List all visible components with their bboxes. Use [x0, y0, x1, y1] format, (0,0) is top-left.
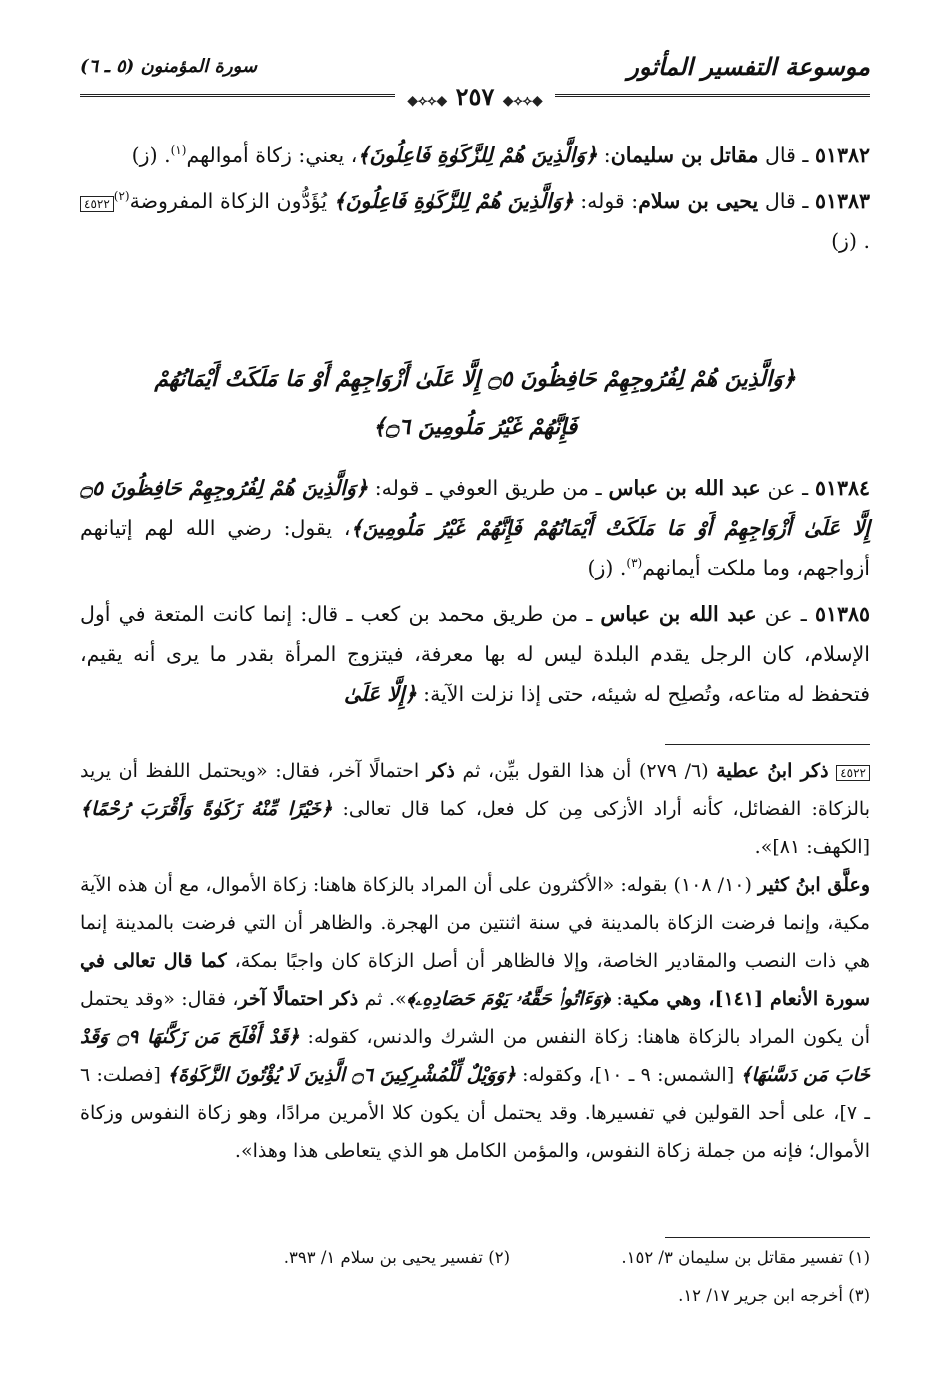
quran-quote: ﴿وَالَّذِينَ هُمْ لِفُرُوجِهِمْ حَافِظُونَ ۝٥ إِلَّا عَلَىٰ أَزْوَاجِهِمْ أَوْ مَا مَلَكَتْ أَيْمَانُهُمْ فَإِنَّهُمْ غَيْرُ مَلُومِينَ﴾ [80, 476, 870, 540]
footnotes-separator [665, 1237, 870, 1238]
verse-block [110, 355, 840, 451]
commentary-notes [80, 752, 870, 1170]
narrator-name: يحيى بن سلام [638, 189, 759, 213]
narration-51384: ٥١٣٨٤ ـ عن عبد الله بن عباس ـ من طريق العوفي ـ قوله: ﴿وَالَّذِينَ هُمْ لِفُرُوجِهِمْ حَافِظُونَ ۝٥ إِلَّا عَلَىٰ أَزْوَاجِهِمْ أَوْ مَا مَلَكَتْ أَيْمَانُهُمْ فَإِنَّهُمْ غَيْرُ مَلُومِينَ﴾، يقول: رضي الله لهم إتيانهم أزواجهم، وما ملكت أيمانهم$^{(٣)}$. (ز) [80, 476, 870, 580]
book-title: موسوعة التفسير المأثور [627, 52, 870, 81]
narrator-name: مقاتل بن سليمان [610, 143, 759, 167]
page-number-group [395, 82, 554, 111]
quran-quote: ﴿وَالَّذِينَ هُمْ لِلزَّكَوٰةِ فَاعِلُونَ﴾ [357, 143, 598, 167]
note-4522: ٤٥٢٢ ذكر ابنُ عطية (٦/ ٢٧٩) أن هذا القول بيِّن، ثم ذكر احتمالًا آخر، فقال: «ويحتمل اللفظ أن يريد بالزكاة: الفضائل، كأنه أراد الأزكى مِن كل فعل، كما قال تعالى: ﴿خَيْرًا مِّنْهُ زَكَوٰةً وَأَقْرَبَ رُحْمًا﴾ [الكهف: ٨١]». [80, 760, 871, 858]
narration-51383: ٥١٣٨٣ ـ قال يحيى بن سلام: قوله: ﴿وَالَّذِينَ هُمْ لِلزَّكَوٰةِ فَاعِلُونَ﴾ يُؤَدُّون الزكاة المفروضة$^{(٢)}$٤٥٢٢. (ز) [80, 181, 870, 261]
narrator-name: عبد الله بن عباس [600, 602, 757, 626]
narration-number: ٥١٣٨٤ [814, 476, 870, 500]
verse-line-2: فَإِنَّهُمْ غَيْرُ مَلُومِينَ ۝٦﴾ [372, 414, 578, 440]
quran-quote: ﴿خَيْرًا مِّنْهُ زَكَوٰةً وَأَقْرَبَ رُحْمًا﴾ [80, 798, 333, 820]
main-text-top [80, 135, 870, 267]
note-reference-box[interactable]: ٤٥٢٢ [80, 196, 114, 212]
quran-quote: ﴿وَءَاتُوا۟ حَقَّهُۥ يَوْمَ حَصَادِهِۦ﴾ [406, 988, 610, 1010]
note-author: ابنُ كثير [758, 874, 821, 896]
narration-number: ٥١٣٨٣ [814, 189, 870, 213]
footnote-1: (١) تفسير مقاتل بن سليمان ٣/ ١٥٢. [621, 1248, 870, 1267]
narration-51382: ٥١٣٨٢ ـ قال مقاتل بن سليمان: ﴿وَالَّذِينَ هُمْ لِلزَّكَوٰةِ فَاعِلُونَ﴾، يعني: زكاة أموالهم$^{(١)}$. (ز) [131, 143, 870, 167]
quran-quote: ﴿وَالَّذِينَ هُمْ لِلزَّكَوٰةِ فَاعِلُونَ﴾ [333, 189, 574, 213]
narration-51385: ٥١٣٨٥ ـ عن عبد الله بن عباس ـ من طريق محمد بن كعب ـ قال: إنما كانت المتعة في أول الإسلام، كان الرجل يقدم البلدة ليس له بها معرفة، فيتزوج المرأة بقدر ما يرى أنه يقيم، فتحفظ له متاعه، وتُصلِح له شيئه، حتى إذا نزلت الآية: ﴿إِلَّا عَلَىٰ [80, 602, 870, 706]
ornament-left-icon: ◆⟡⟡◆ [407, 93, 448, 109]
verse-line-1: ﴿وَالَّذِينَ هُمْ لِفُرُوجِهِمْ حَافِظُونَ ۝٥ إِلَّا عَلَىٰ أَزْوَاجِهِمْ أَوْ مَا مَلَكَتْ أَيْمَانُهُمْ [154, 366, 796, 392]
footnote-3: (٣) أخرجه ابن جرير ١٧/ ١٢. [678, 1286, 870, 1305]
footnote-marker: (٣) [626, 556, 643, 571]
note-author: ذكر ابنُ عطية [716, 760, 829, 782]
footnote-marker: (١) [170, 143, 187, 158]
quran-quote: ﴿وَوَيْلٌ لِّلْمُشْرِكِينَ ۝٦ الَّذِينَ لَا يُؤْتُونَ الزَّكَوٰةَ﴾ [167, 1064, 516, 1086]
quran-quote: ﴿إِلَّا عَلَىٰ [344, 682, 417, 706]
narration-number: ٥١٣٨٥ [814, 602, 870, 626]
footnote-2: (٢) تفسير يحيى بن سلام ١/ ٣٩٣. [283, 1248, 510, 1267]
note-ibn-kathir: وعلَّق ابنُ كثير (١٠/ ١٠٨) بقوله: «الأكثرون على أن المراد بالزكاة هاهنا: زكاة الأموال، مع أن هذه الآية مكية، وإنما فرضت الزكاة بالمدينة في سنة اثنتين من الهجرة. والظاهر أن التي فرضت بالمدينة إنما هي ذات النصب والمقادير الخاصة، وإلا فالظاهر أن أصل الزكاة كان واجبًا بمكة، كما قال تعالى في سورة الأنعام [١٤١]، وهي مكية: ﴿وَءَاتُوا۟ حَقَّهُۥ يَوْمَ حَصَادِهِۦ﴾». ثم ذكر احتمالًا آخر، فقال: «وقد يحتمل أن يكون المراد بالزكاة هاهنا: زكاة النفس من الشرك والدنس، كقوله: ﴿قَدْ أَفْلَحَ مَن زَكَّىٰهَا ۝٩ وَقَدْ خَابَ مَن دَسَّىٰهَا﴾ [الشمس: ٩ ـ ١٠]، وكقوله: ﴿وَوَيْلٌ لِّلْمُشْرِكِينَ ۝٦ الَّذِينَ لَا يُؤْتُونَ الزَّكَوٰةَ﴾ [فصلت: ٦ ـ ٧]، على أحد القولين في تفسيرها. وقد يحتمل أن يكون كلا الأمرين مرادًا، وهو زكاة النفوس وزكاة الأموال؛ فإنه من جملة زكاة النفوس، والمؤمن الكامل هو الذي يتعاطى هذا وهذا». [80, 874, 871, 1162]
quran-quote: ﴿قَدْ أَفْلَحَ مَن زَكَّىٰهَا ۝٩ وَقَدْ خَابَ مَن دَسَّىٰهَا﴾ [80, 1026, 871, 1086]
note-number-box: ٤٥٢٢ [836, 765, 870, 781]
ornament-right-icon: ◆⟡⟡◆ [502, 93, 543, 109]
page-header [80, 52, 870, 111]
main-text-bottom [80, 468, 870, 720]
notes-separator [665, 744, 870, 745]
surah-label: سورة المؤمنون (٥ ـ ٦) [80, 56, 258, 77]
page-number: ٢٥٧ [455, 82, 495, 111]
narration-number: ٥١٣٨٢ [814, 143, 870, 167]
narrator-name: عبد الله بن عباس [608, 476, 761, 500]
footnote-marker: (٢) [113, 189, 130, 204]
